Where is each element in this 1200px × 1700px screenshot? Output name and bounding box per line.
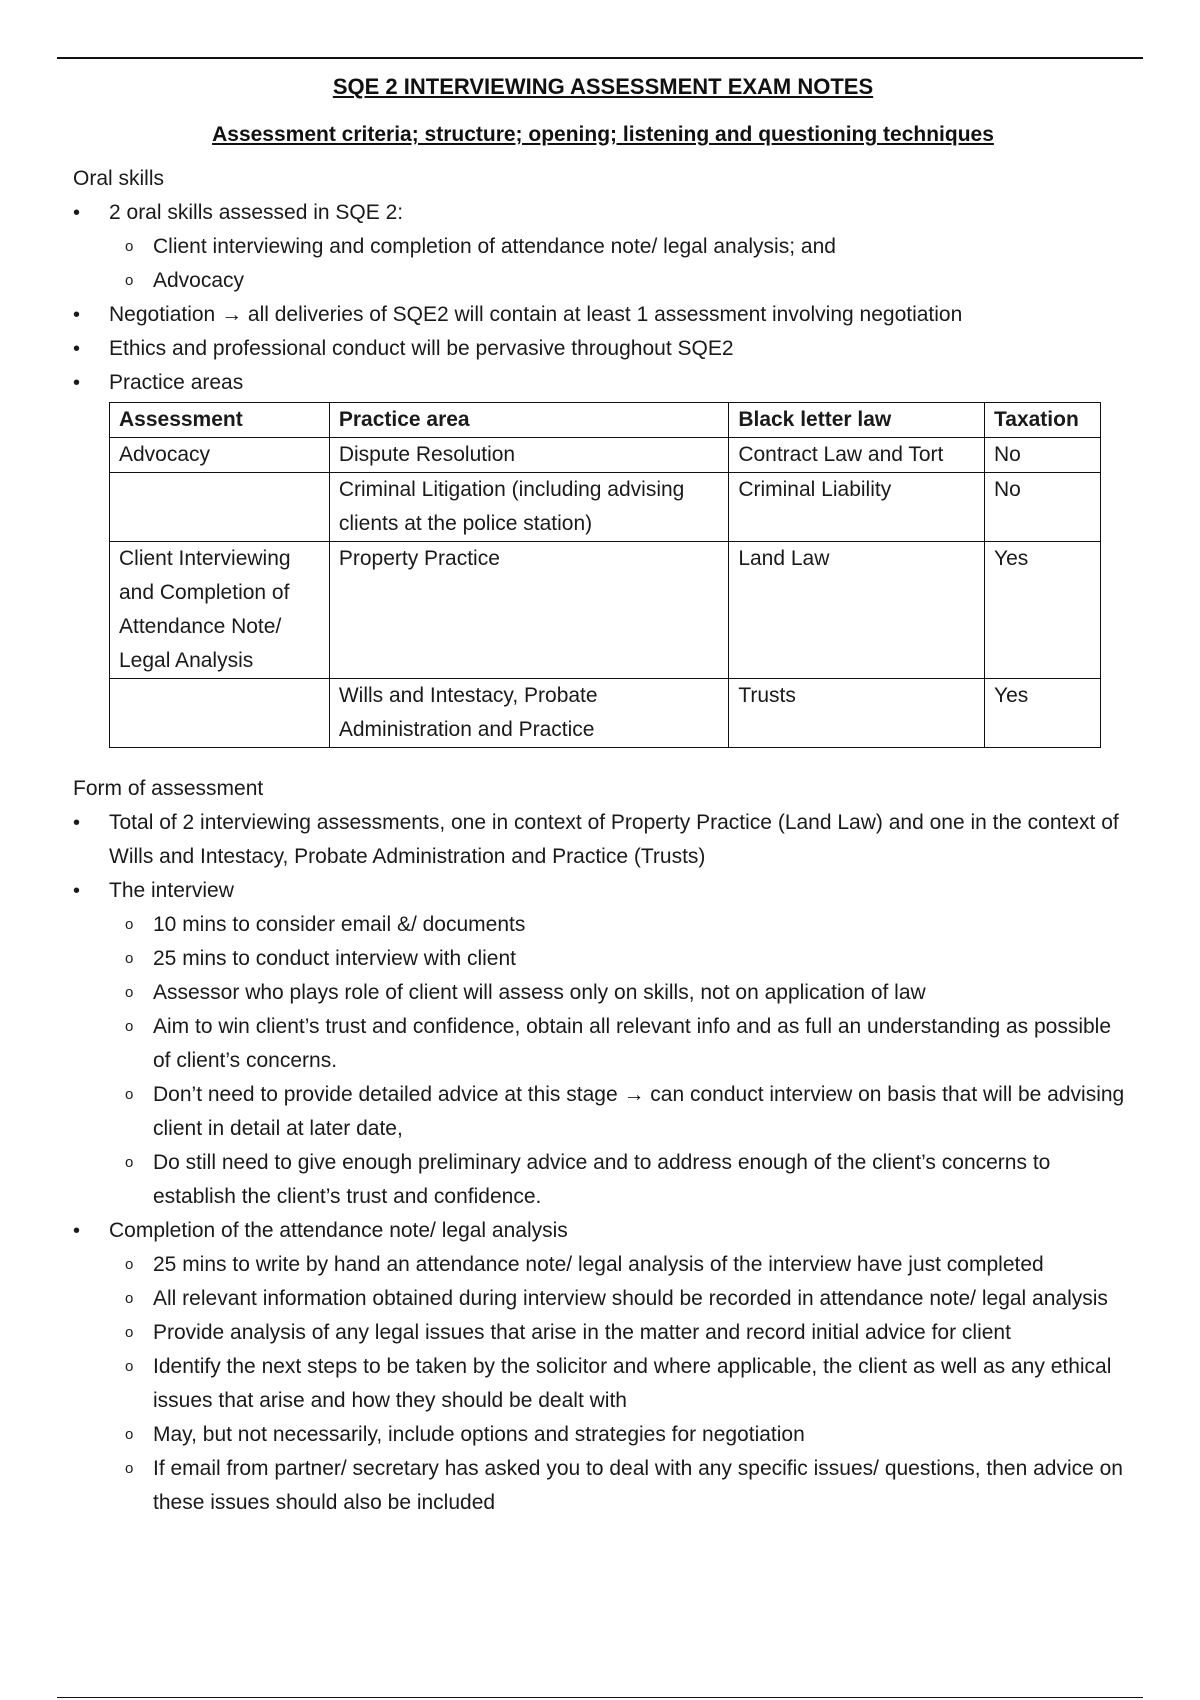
sub-list-item: o All relevant information obtained during interview should be recorded in attendance note/ legal analysis	[117, 1282, 1133, 1316]
sub-list-item: o 10 mins to consider email &/ documents	[117, 908, 1133, 942]
document-title: SQE 2 INTERVIEWING ASSESSMENT EXAM NOTES	[332, 74, 874, 99]
sub-list-item: o 25 mins to conduct interview with client	[117, 942, 1133, 976]
table-row	[110, 438, 1101, 473]
list-item	[73, 1214, 1133, 1520]
sub-list-item: o Identify the next steps to be taken by the solicitor and where applicable, the client as well as any ethical issues that arise and how they should be dealt with	[117, 1350, 1133, 1418]
table-cell: Land Law	[729, 542, 985, 679]
bullet-text: 2 oral skills assessed in SQE 2:	[109, 201, 404, 224]
form-of-assessment-heading: Form of assessment	[73, 777, 264, 800]
table-cell: Property Practice	[329, 542, 728, 679]
practice-areas-table	[109, 402, 1101, 748]
sub-list-item: o Aim to win client’s trust and confidence, obtain all relevant info and as full an understanding as possible of client’s concerns.	[117, 1010, 1133, 1078]
list-item: • Ethics and professional conduct will be pervasive throughout SQE2	[73, 332, 1133, 366]
sub-list-item: o Advocacy	[117, 264, 1133, 298]
sub-list-item: o Assessor who plays role of client will assess only on skills, not on application of law	[117, 976, 1133, 1010]
table-cell: No	[985, 473, 1101, 542]
table-cell: Advocacy	[110, 438, 330, 473]
oral-skills-heading: Oral skills	[73, 167, 165, 190]
top-rule	[57, 57, 1143, 59]
sub-list-item: o May, but not necessarily, include options and strategies for negotiation	[117, 1418, 1133, 1452]
sub-list-item: o If email from partner/ secretary has asked you to deal with any specific issues/ questions, then advice on these issues should also be included	[117, 1452, 1133, 1520]
column-header: Taxation	[985, 403, 1101, 438]
document-subtitle: Assessment criteria; structure; opening; listening and questioning techniques	[212, 123, 994, 146]
sub-list-item: o Provide analysis of any legal issues that arise in the matter and record initial advice for client	[117, 1316, 1133, 1350]
sub-list-item: o Don’t need to provide detailed advice at this stage → can conduct interview on basis that will be advising client in detail at later date,	[117, 1078, 1133, 1146]
table-cell: No	[985, 438, 1101, 473]
table-row	[110, 679, 1101, 748]
bullet-text: Completion of the attendance note/ legal analysis	[109, 1219, 568, 1242]
list-item: • Practice areas	[73, 366, 1133, 400]
list-item	[73, 196, 1133, 298]
table-cell: Trusts	[729, 679, 985, 748]
sub-list-item: o Client interviewing and completion of attendance note/ legal analysis; and	[117, 230, 1133, 264]
table-cell: Criminal Liability	[729, 473, 985, 542]
table-cell: Yes	[985, 679, 1101, 748]
table-cell: Criminal Litigation (including advising clients at the police station)	[329, 473, 728, 542]
table-cell: Contract Law and Tort	[729, 438, 985, 473]
form-of-assessment-list	[73, 806, 1133, 1520]
table-cell	[110, 679, 330, 748]
sub-list-item: o 25 mins to write by hand an attendance note/ legal analysis of the interview have just completed	[117, 1248, 1133, 1282]
list-item: • Total of 2 interviewing assessments, one in context of Property Practice (Land Law) and one in the context of Wills and Intestacy, Probate Administration and Practice (Trusts)	[73, 806, 1133, 874]
column-header: Practice area	[329, 403, 728, 438]
table-cell: Client Interviewing and Completion of Attendance Note/ Legal Analysis	[110, 542, 330, 679]
sub-list	[117, 908, 1133, 1214]
column-header: Assessment	[110, 403, 330, 438]
bullet-text: The interview	[109, 879, 234, 902]
document-page	[73, 72, 1133, 1520]
table-cell: Wills and Intestacy, Probate Administration and Practice	[329, 679, 728, 748]
table-row	[110, 542, 1101, 679]
table-cell	[110, 473, 330, 542]
list-item	[73, 874, 1133, 1214]
column-header: Black letter law	[729, 403, 985, 438]
table-cell: Yes	[985, 542, 1101, 679]
bottom-rule	[57, 1697, 1143, 1698]
sub-list	[117, 1248, 1133, 1520]
table-header-row	[110, 403, 1101, 438]
table-row	[110, 473, 1101, 542]
sub-list	[117, 230, 1133, 298]
list-item: • Negotiation → all deliveries of SQE2 will contain at least 1 assessment involving negotiation	[73, 298, 1133, 332]
sub-list-item: o Do still need to give enough preliminary advice and to address enough of the client’s concerns to establish the client’s trust and confidence.	[117, 1146, 1133, 1214]
oral-skills-list	[73, 196, 1133, 400]
table-cell: Dispute Resolution	[329, 438, 728, 473]
